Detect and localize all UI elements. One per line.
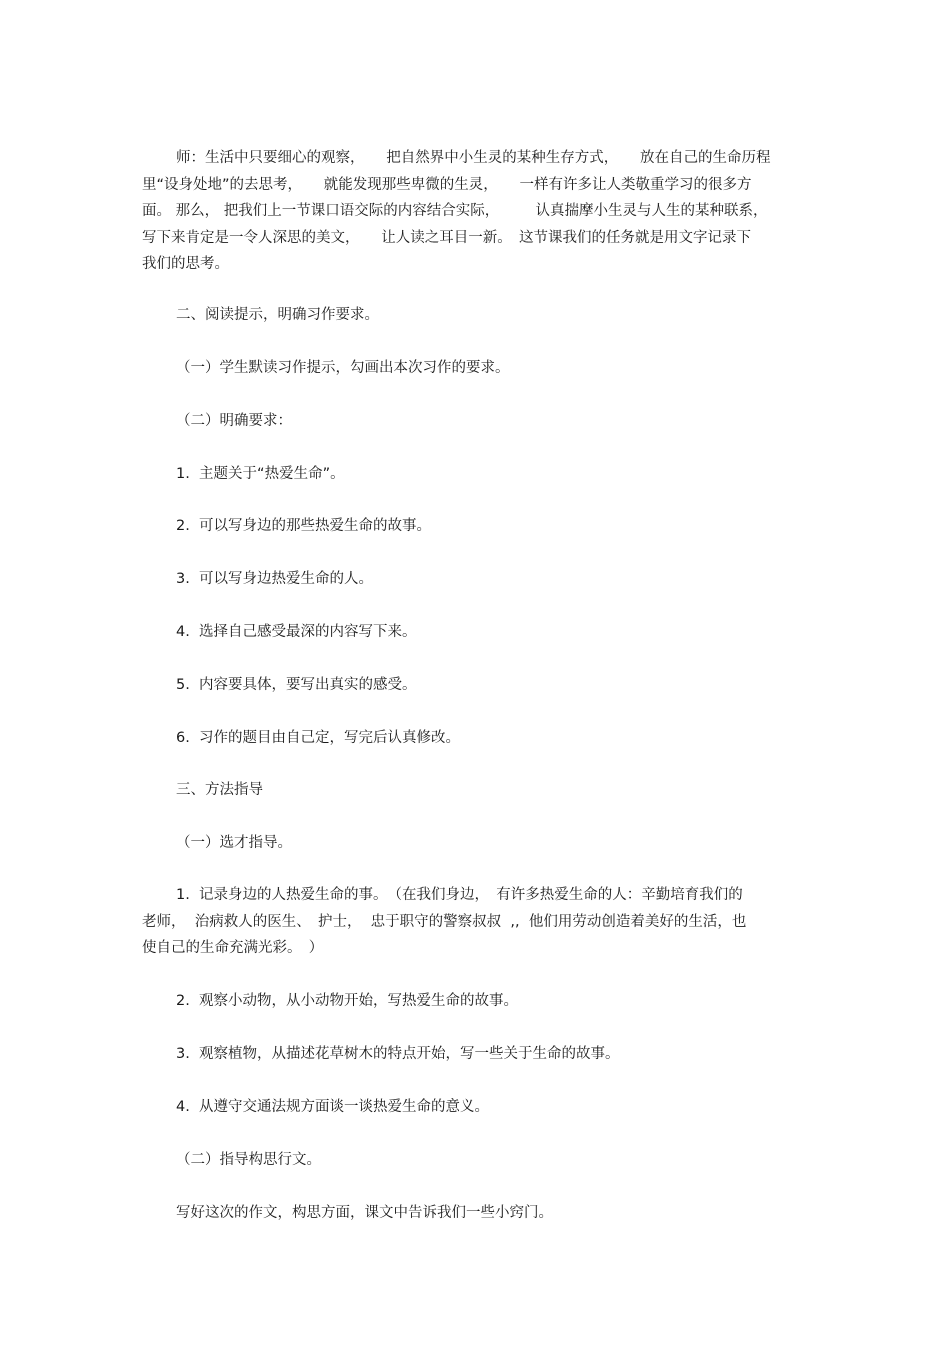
intro-paragraph bbox=[142, 145, 802, 278]
requirement-item: 4. 选择自己感受最深的内容写下来。 bbox=[176, 624, 417, 640]
intro-line: 面。 那么， 把我们上一节课口语交际的内容结合实际， 认真揣摩小生灵与人生的某种联系， bbox=[142, 203, 768, 219]
subsection-heading: （二）明确要求： bbox=[176, 413, 292, 429]
closing-line: 写好这次的作文，构思方面，课文中告诉我们一些小窍门。 bbox=[176, 1205, 553, 1221]
subsection-heading: （二）指导构思行文。 bbox=[176, 1152, 321, 1168]
requirement-item: 3. 可以写身边热爱生命的人。 bbox=[176, 571, 374, 587]
guide-line: 老师， 治病救人的医生、 护士， 忠于职守的警察叔叔 ,, 他们用劳动创造着美好的生活，也 bbox=[142, 913, 747, 930]
guide-line: 使自己的生命充满光彩。 ） bbox=[142, 940, 324, 956]
guide-item: 2. 观察小动物，从小动物开始，写热爱生命的故事。 bbox=[176, 993, 519, 1009]
intro-line: 我们的思考。 bbox=[142, 256, 229, 272]
requirement-item: 1. 主题关于“热爱生命”。 bbox=[176, 466, 345, 482]
subsection-heading: （一）学生默读习作提示，勾画出本次习作的要求。 bbox=[176, 360, 510, 376]
guide-line: 1. 记录身边的人热爱生命的事。 （在我们身边， 有许多热爱生命的人：辛勤培育我们的 bbox=[176, 887, 743, 903]
intro-line: 里“设身处地”的去思考， 就能发现那些卑微的生灵， 一样有许多让人类敬重学习的很多方 bbox=[142, 176, 752, 193]
guide-paragraph bbox=[142, 882, 802, 962]
requirement-item: 2. 可以写身边的那些热爱生命的故事。 bbox=[176, 518, 432, 534]
section-heading: 三、方法指导 bbox=[176, 782, 263, 798]
intro-line: 师：生活中只要细心的观察， 把自然界中小生灵的某种生存方式， 放在自己的生命历程 bbox=[176, 150, 771, 166]
intro-line: 写下来肯定是一令人深思的美文， 让人读之耳目一新。 这节课我们的任务就是用文字记录下 bbox=[142, 229, 751, 246]
guide-item: 4. 从遵守交通法规方面谈一谈热爱生命的意义。 bbox=[176, 1099, 490, 1115]
section-heading: 二、阅读提示，明确习作要求。 bbox=[176, 307, 379, 323]
guide-item: 3. 观察植物，从描述花草树木的特点开始，写一些关于生命的故事。 bbox=[176, 1046, 620, 1062]
subsection-heading: （一）选才指导。 bbox=[176, 835, 292, 851]
requirement-item: 6. 习作的题目由自己定，写完后认真修改。 bbox=[176, 730, 461, 746]
requirement-item: 5. 内容要具体，要写出真实的感受。 bbox=[176, 677, 417, 693]
